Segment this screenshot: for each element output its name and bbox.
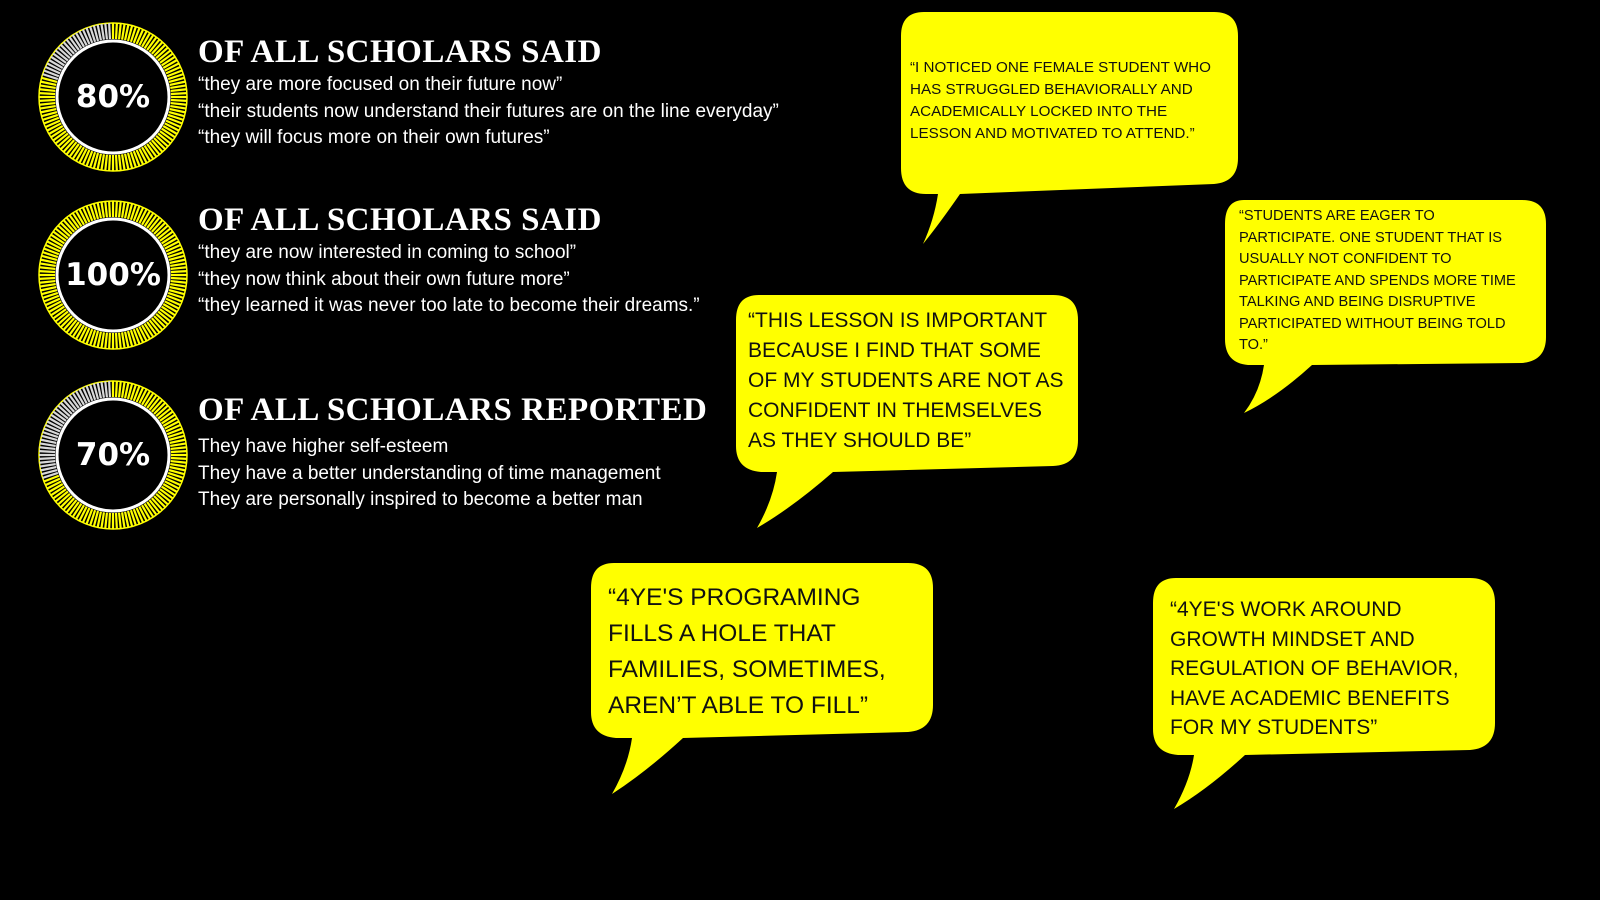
stat-block-100 <box>38 200 798 360</box>
stat-heading: OF ALL SCHOLARS REPORTED <box>198 392 708 428</box>
stat-block-70 <box>38 380 798 540</box>
speech-bubble <box>588 560 938 800</box>
stat-text <box>198 380 818 514</box>
stat-text <box>198 22 818 152</box>
quote-text: “THIS LESSON IS IMPORTANT BECAUSE I FIND THAT SOME OF MY STUDENTS ARE NOT AS CONFIDENT IN THEMSELVES AS THEY SHOULD BE” <box>748 309 1064 452</box>
percent-value: 70% <box>75 437 151 473</box>
stat-line: They are personally inspired to become a better man <box>198 489 643 510</box>
speech-bubble <box>733 292 1083 532</box>
stat-line: They have higher self-esteem <box>198 436 449 457</box>
progress-ring-70 <box>38 380 188 530</box>
stat-line: They have a better understanding of time management <box>198 462 661 484</box>
stat-line: “they are now interested in coming to school” <box>198 242 577 263</box>
stat-heading: OF ALL SCHOLARS SAID <box>198 34 602 70</box>
speech-bubble <box>1150 575 1500 815</box>
quote-text: “STUDENTS ARE EAGER TO PARTICIPATE. ONE STUDENT THAT IS USUALLY NOT CONFIDENT TO PARTICIPATE AND SPENDS MORE TIME TALKING AND BEING DISRUPTIVE PARTICIPATED WITHOUT BEING TOLD TO.” <box>1239 208 1516 353</box>
stat-line: “they learned it was never too late to become their dreams.” <box>198 295 700 316</box>
progress-ring-100 <box>38 200 188 350</box>
stat-line: “their students now understand their futures are on the line everyday” <box>198 100 779 122</box>
stat-text <box>198 200 818 320</box>
percent-value: 80% <box>75 79 151 115</box>
percent-value: 100% <box>65 257 161 293</box>
stat-line: “they now think about their own future more” <box>198 268 570 290</box>
stat-line: “they will focus more on their own futures” <box>198 127 550 148</box>
quote-text: “I NOTICED ONE FEMALE STUDENT WHO HAS STRUGGLED BEHAVIORALLY AND ACADEMICALLY LOCKED INTO THE LESSON AND MOTIVATED TO ATTEND.” <box>910 59 1211 142</box>
stat-block-80 <box>38 22 798 182</box>
stat-line: “they are more focused on their future now” <box>198 74 563 95</box>
speech-bubble <box>898 8 1243 248</box>
quote-text: “4YE'S WORK AROUND GROWTH MINDSET AND REGULATION OF BEHAVIOR, HAVE ACADEMIC BENEFITS FOR MY STUDENTS” <box>1170 598 1459 739</box>
quote-text: “4YE'S PROGRAMING FILLS A HOLE THAT FAMILIES, SOMETIMES, AREN’T ABLE TO FILL” <box>608 584 886 719</box>
speech-bubble <box>1222 197 1552 422</box>
stat-heading: OF ALL SCHOLARS SAID <box>198 202 602 238</box>
progress-ring-80 <box>38 22 188 172</box>
